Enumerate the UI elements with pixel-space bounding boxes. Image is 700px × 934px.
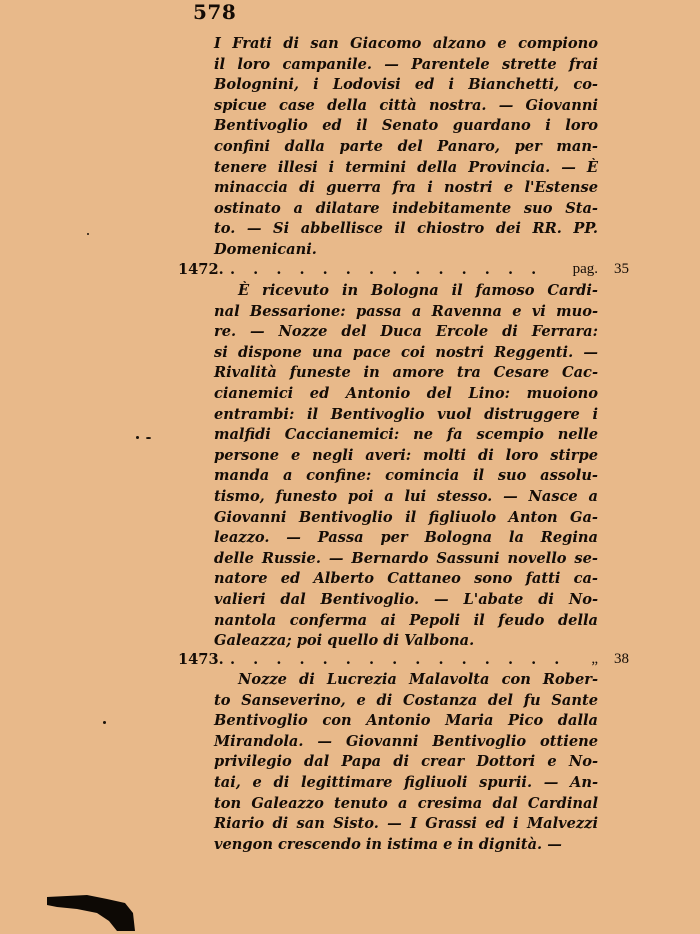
ink-speck bbox=[87, 233, 89, 235]
text-line: malfidi Caccianemici: ne fa scempio nelle bbox=[214, 426, 598, 444]
text-line: I Frati di san Giacomo alzano e compiono bbox=[214, 35, 598, 52]
text-line: tismo, funesto poi a lui stesso. — Nasce a bbox=[214, 487, 598, 505]
text-line: natore ed Alberto Cattaneo sono fatti ca- bbox=[214, 570, 598, 588]
text-line: Riario di san Sisto. — I Grassi ed i Malvezzi bbox=[214, 815, 598, 833]
ink-speck bbox=[146, 437, 151, 439]
text-line: il loro campanile. — Parentele strette frai bbox=[214, 55, 598, 73]
margin-page-number: 38 bbox=[614, 651, 629, 667]
entry-heading-1472 bbox=[178, 261, 598, 281]
paragraph-continued bbox=[214, 34, 598, 261]
entry-heading-1473 bbox=[178, 651, 598, 671]
text-line: Bentivoglio con Antonio Maria Pico dalla bbox=[214, 712, 598, 730]
text-line: Bentivoglio ed il Senato guardano i loro bbox=[214, 117, 598, 135]
page-number: 578 bbox=[193, 0, 237, 24]
text-line: cianemici ed Antonio del Lino: muoiono bbox=[214, 384, 598, 402]
leader-dots: . . . . . . . . . . . . . . . bbox=[230, 651, 566, 668]
text-line: tai, e di legittimare figliuoli spurii. — An- bbox=[214, 773, 598, 791]
ink-speck bbox=[103, 721, 106, 724]
leader-dots: . . . . . . . . . . . . . . bbox=[230, 261, 543, 278]
text-line: re. — Nozze del Duca Ercole di Ferrara: bbox=[214, 323, 598, 341]
ink-blot bbox=[47, 893, 137, 931]
margin-page-number: 35 bbox=[614, 261, 629, 277]
text-line: entrambi: il Bentivoglio vuol distruggere i bbox=[214, 405, 598, 423]
ink-speck bbox=[136, 436, 139, 439]
text-line: persone e negli averi: molti di loro stirpe bbox=[214, 446, 598, 464]
paragraph-1473 bbox=[214, 670, 598, 855]
text-line: spicue case della città nostra. — Giovanni bbox=[214, 96, 598, 114]
text-line: Rivalità funeste in amore tra Cesare Cac- bbox=[214, 364, 598, 382]
text-line: Domenicani. bbox=[214, 240, 317, 258]
text-line: Galeazza; poi quello di Valbona. bbox=[214, 632, 475, 650]
text-line: ton Galeazzo tenuto a cresima dal Cardinal bbox=[214, 794, 598, 812]
text-line: Bolognini, i Lodovisi ed i Bianchetti, co- bbox=[214, 76, 598, 94]
text-line: È ricevuto in Bologna il famoso Cardi- bbox=[238, 282, 598, 299]
text-line: nantola conferma ai Pepoli il feudo della bbox=[214, 611, 598, 629]
text-line: tenere illesi i termini della Provincia. — È bbox=[214, 158, 598, 176]
text-line: leazzo. — Passa per Bologna la Regina bbox=[214, 529, 598, 547]
text-line: privilegio dal Papa di crear Dottori e No- bbox=[214, 753, 598, 771]
text-line: si dispone una pace coi nostri Reggenti. — bbox=[214, 343, 598, 361]
paragraph-1472 bbox=[214, 281, 598, 652]
text-line: to Sanseverino, e di Costanza del fu Sante bbox=[214, 691, 598, 709]
page-reference-label: „ bbox=[591, 651, 598, 667]
text-line: nal Bessarione: passa a Ravenna e vi muo- bbox=[214, 302, 598, 320]
text-line: delle Russie. — Bernardo Sassuni novello se- bbox=[214, 549, 598, 567]
text-line: manda a confine: comincia il suo assolu- bbox=[214, 467, 598, 485]
text-line: to. — Si abbellisce il chiostro dei RR. PP. bbox=[214, 220, 598, 238]
text-line: ostinato a dilatare indebitamente suo Sta- bbox=[214, 199, 598, 217]
page-reference-label: pag. bbox=[572, 261, 598, 277]
text-line: valieri dal Bentivoglio. — L'abate di No- bbox=[214, 590, 598, 608]
text-line: Nozze di Lucrezia Malavolta con Rober- bbox=[238, 671, 598, 688]
entry-year: 1473. bbox=[178, 651, 224, 668]
text-line: minaccia di guerra fra i nostri e l'Estense bbox=[214, 179, 598, 197]
text-line: Mirandola. — Giovanni Bentivoglio ottiene bbox=[214, 732, 598, 750]
entry-year: 1472. bbox=[178, 261, 224, 278]
text-line: confini dalla parte del Panaro, per man- bbox=[214, 137, 598, 155]
text-line: Giovanni Bentivoglio il figliuolo Anton Ga- bbox=[214, 508, 598, 526]
text-line: vengon crescendo in istima e in dignità. — bbox=[214, 835, 562, 853]
